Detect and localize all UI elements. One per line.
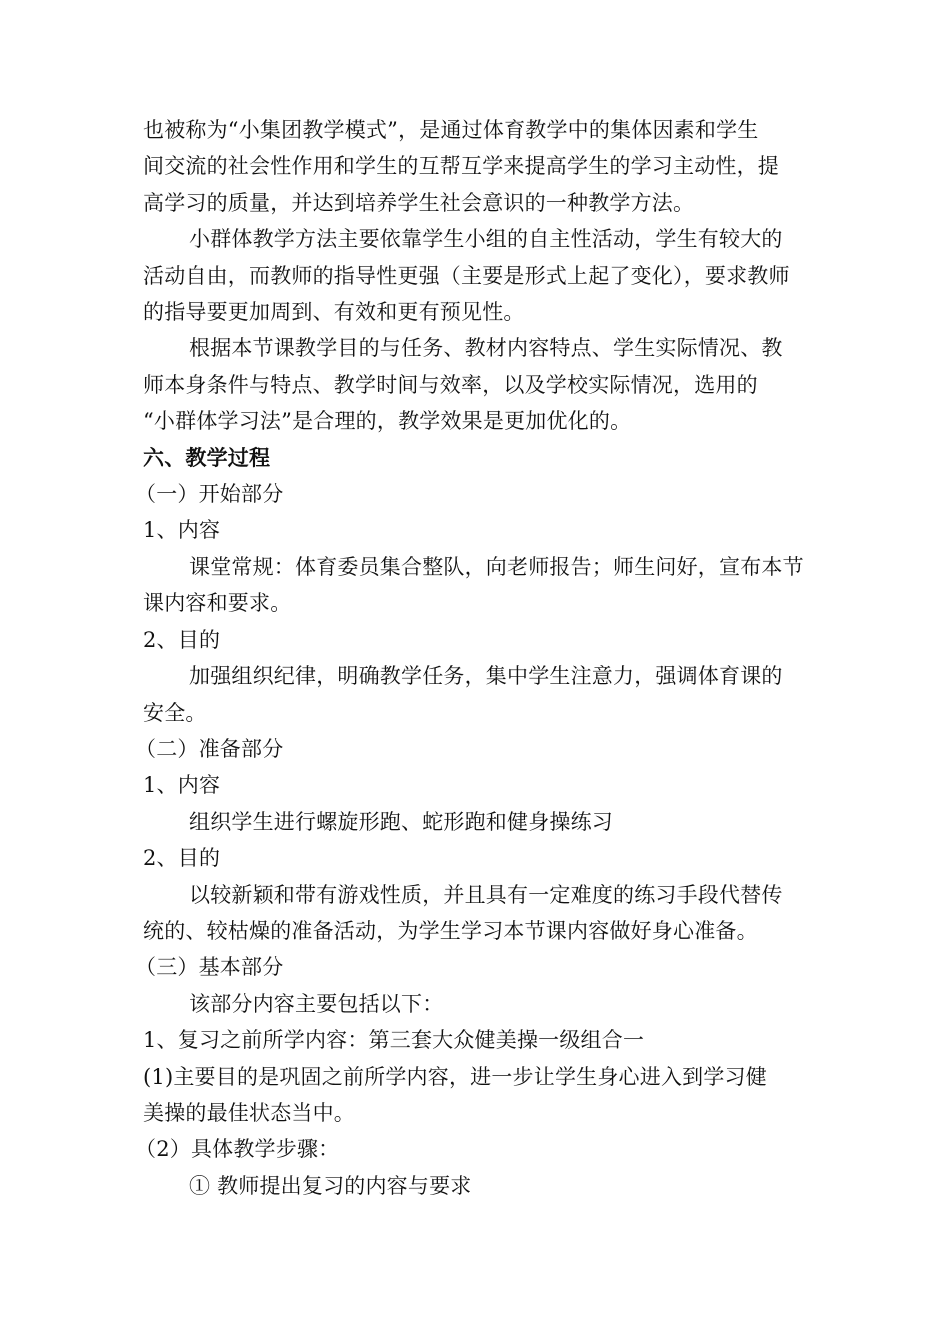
paragraph-line: 小群体教学方法主要依靠学生小组的自主性活动，学生有较大的 [189, 227, 783, 252]
item-heading: 1、内容 [143, 773, 221, 798]
subsection-heading: （三）基本部分 [135, 955, 284, 980]
document-page [135, 112, 808, 1204]
paragraph-line: 间交流的社会性作用和学生的互帮互学来提高学生的学习主动性，提 [143, 154, 779, 179]
paragraph-line: 统的、较枯燥的准备活动，为学生学习本节课内容做好身心准备。 [143, 918, 758, 943]
paragraph-line: 以较新颖和带有游戏性质，并且具有一定难度的练习手段代替传 [189, 882, 783, 907]
paragraph-line: ① 教师提出复习的内容与要求 [189, 1173, 472, 1198]
paragraph-line: 组织学生进行螺旋形跑、蛇形跑和健身操练习 [189, 809, 613, 834]
paragraph-line: 安全。 [143, 700, 207, 725]
item-heading: 1、复习之前所学内容：第三套大众健美操一级组合一 [143, 1028, 645, 1053]
paragraph-line: 的指导要更加周到、有效和更有预见性。 [143, 300, 525, 325]
subsection-heading: （2）具体教学步骤： [135, 1137, 340, 1162]
paragraph-line: 美操的最佳状态当中。 [143, 1100, 355, 1125]
paragraph-line: 高学习的质量，并达到培养学生社会意识的一种教学方法。 [143, 190, 695, 215]
paragraph-line: 该部分内容主要包括以下： [189, 991, 444, 1016]
paragraph-line: 师本身条件与特点、教学时间与效率，以及学校实际情况，选用的 [143, 372, 758, 397]
section-heading: 六、教学过程 [143, 445, 271, 470]
subsection-heading: （一）开始部分 [135, 482, 284, 507]
paragraph-line: 活动自由，而教师的指导性更强（主要是形式上起了变化），要求教师 [143, 263, 790, 288]
paragraph-line: 加强组织纪律，明确教学任务，集中学生注意力，强调体育课的 [189, 664, 783, 689]
paragraph-line: 课堂常规：体育委员集合整队，向老师报告；师生问好，宣布本节 [189, 554, 804, 579]
paragraph-line: (1)主要目的是巩固之前所学内容，进一步让学生身心进入到学习健 [143, 1064, 767, 1089]
paragraph-line: 根据本节课教学目的与任务、教材内容特点、学生实际情况、教 [189, 336, 783, 361]
subsection-heading: （二）准备部分 [135, 736, 284, 761]
paragraph-line: 也被称为“小集团教学模式”，是通过体育教学中的集体因素和学生 [143, 118, 759, 142]
item-heading: 1、内容 [143, 518, 221, 543]
paragraph-line: 课内容和要求。 [143, 591, 292, 616]
paragraph-line: “小群体学习法”是合理的，教学效果是更加优化的。 [143, 409, 632, 434]
item-heading: 2、目的 [143, 846, 221, 871]
item-heading: 2、目的 [143, 627, 221, 652]
